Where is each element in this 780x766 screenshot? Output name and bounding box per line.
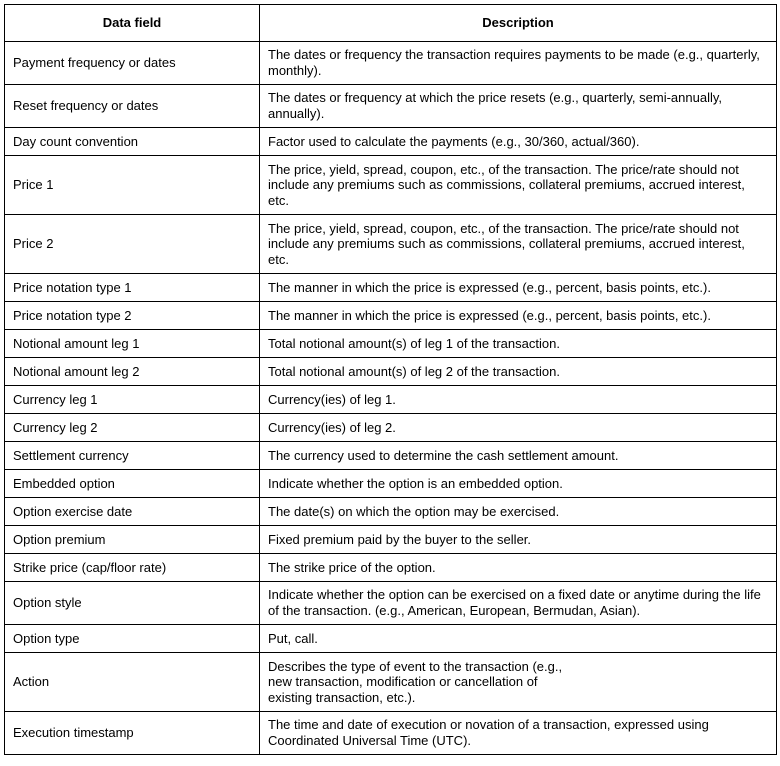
description-cell: Indicate whether the option is an embedded option. (260, 470, 777, 498)
header-description: Description (260, 5, 777, 42)
table-row (5, 625, 777, 653)
description-cell: Indicate whether the option can be exercised on a fixed date or anytime during the life of the transaction. (e.g., American, European, Bermudan, Asian). (260, 582, 777, 625)
table-row (5, 526, 777, 554)
field-name-cell: Currency leg 1 (5, 386, 260, 414)
description-cell: The manner in which the price is expressed (e.g., percent, basis points, etc.). (260, 302, 777, 330)
table-row (5, 470, 777, 498)
table-row (5, 215, 777, 274)
field-name-cell: Notional amount leg 1 (5, 330, 260, 358)
table-row (5, 442, 777, 470)
field-name-cell: Reset frequency or dates (5, 85, 260, 128)
field-name-cell: Price notation type 2 (5, 302, 260, 330)
description-cell: The strike price of the option. (260, 554, 777, 582)
field-name-cell: Notional amount leg 2 (5, 358, 260, 386)
table-row (5, 498, 777, 526)
description-cell: Currency(ies) of leg 2. (260, 414, 777, 442)
header-data-field: Data field (5, 5, 260, 42)
field-name-cell: Price 1 (5, 156, 260, 215)
description-cell: Put, call. (260, 625, 777, 653)
table-row (5, 330, 777, 358)
field-name-cell: Option exercise date (5, 498, 260, 526)
description-cell: The dates or frequency the transaction requires payments to be made (e.g., quarterly, monthly). (260, 42, 777, 85)
table-row (5, 42, 777, 85)
field-name-cell: Option premium (5, 526, 260, 554)
description-cell: Describes the type of event to the transaction (e.g., new transaction, modification or cancellation of existing transaction, etc.). (260, 653, 777, 712)
table-row (5, 358, 777, 386)
field-name-cell: Payment frequency or dates (5, 42, 260, 85)
field-name-cell: Action (5, 653, 260, 712)
field-name-cell: Embedded option (5, 470, 260, 498)
table-row (5, 712, 777, 755)
header-row (5, 5, 777, 42)
description-cell: Total notional amount(s) of leg 2 of the transaction. (260, 358, 777, 386)
description-cell: The date(s) on which the option may be exercised. (260, 498, 777, 526)
description-cell: The currency used to determine the cash settlement amount. (260, 442, 777, 470)
table-row (5, 582, 777, 625)
description-cell: The time and date of execution or novation of a transaction, expressed using Coordinated Universal Time (UTC). (260, 712, 777, 755)
description-cell: Currency(ies) of leg 1. (260, 386, 777, 414)
field-name-cell: Currency leg 2 (5, 414, 260, 442)
table-row (5, 128, 777, 156)
field-name-cell: Strike price (cap/floor rate) (5, 554, 260, 582)
table-row (5, 386, 777, 414)
table-row (5, 85, 777, 128)
table-row (5, 554, 777, 582)
field-name-cell: Day count convention (5, 128, 260, 156)
description-cell: The price, yield, spread, coupon, etc., of the transaction. The price/rate should not include any premiums such as commissions, collateral premiums, accrued interest, etc. (260, 215, 777, 274)
data-fields-table (4, 4, 777, 755)
field-name-cell: Execution timestamp (5, 712, 260, 755)
table-row (5, 274, 777, 302)
field-name-cell: Settlement currency (5, 442, 260, 470)
table-row (5, 156, 777, 215)
description-cell: Factor used to calculate the payments (e.g., 30/360, actual/360). (260, 128, 777, 156)
field-name-cell: Price 2 (5, 215, 260, 274)
field-name-cell: Price notation type 1 (5, 274, 260, 302)
table-row (5, 302, 777, 330)
description-cell: The manner in which the price is expressed (e.g., percent, basis points, etc.). (260, 274, 777, 302)
description-cell: Total notional amount(s) of leg 1 of the transaction. (260, 330, 777, 358)
field-name-cell: Option style (5, 582, 260, 625)
description-cell: The price, yield, spread, coupon, etc., of the transaction. The price/rate should not include any premiums such as commissions, collateral premiums, accrued interest, etc. (260, 156, 777, 215)
field-name-cell: Option type (5, 625, 260, 653)
table-row (5, 414, 777, 442)
description-cell: The dates or frequency at which the price resets (e.g., quarterly, semi-annually, annually). (260, 85, 777, 128)
description-cell: Fixed premium paid by the buyer to the seller. (260, 526, 777, 554)
table-row (5, 653, 777, 712)
